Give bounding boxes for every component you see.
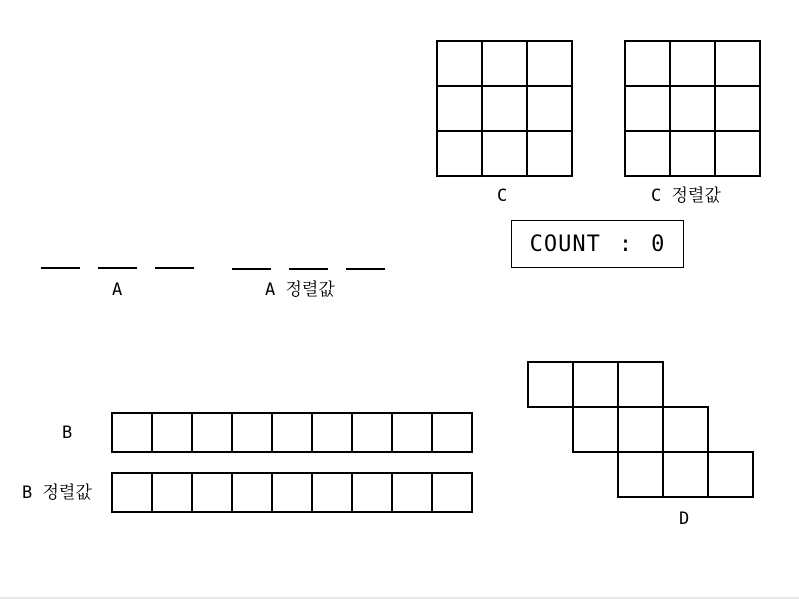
d-label: D <box>679 509 690 529</box>
d-grid-cell <box>527 361 574 408</box>
b-sorted-array-cell <box>231 472 273 513</box>
b-sorted-array-cell <box>351 472 393 513</box>
count-display <box>511 220 684 268</box>
c-grid-cell <box>526 130 573 177</box>
c-sorted-label: C 정렬값 <box>651 186 721 206</box>
b-sorted-array-cell <box>391 472 433 513</box>
d-grid-cell <box>617 451 664 498</box>
b-array-cell <box>271 412 313 453</box>
c-grid-cell <box>436 130 483 177</box>
c-grid-cell <box>526 40 573 87</box>
a-sorted-label: A 정렬값 <box>265 280 335 300</box>
c-grid-cell <box>481 85 528 132</box>
b-sorted-array-cell <box>311 472 353 513</box>
d-grid-cell <box>662 406 709 453</box>
d-grid-cell <box>572 361 619 408</box>
d-grid-cell <box>662 451 709 498</box>
c-sorted-grid-cell <box>714 40 761 87</box>
count-separator: : <box>618 231 634 257</box>
c-sorted-grid-cell <box>624 85 671 132</box>
c-grid-cell <box>436 85 483 132</box>
d-grid-cell <box>572 406 619 453</box>
b-sorted-array-cell <box>111 472 153 513</box>
b-sorted-array-cell <box>271 472 313 513</box>
count-value: 0 <box>651 231 666 257</box>
b-sorted-label: B 정렬값 <box>22 483 92 503</box>
c-label: C <box>497 186 508 206</box>
b-sorted-array-cell <box>191 472 233 513</box>
a-blank <box>41 267 80 269</box>
c-grid-cell <box>526 85 573 132</box>
count-label: COUNT <box>529 231 601 257</box>
b-label: B <box>62 423 73 443</box>
a-sorted-blank <box>232 268 271 270</box>
d-grid-cell <box>617 406 664 453</box>
c-grid-cell <box>481 130 528 177</box>
b-array-cell <box>351 412 393 453</box>
a-sorted-blank <box>346 268 385 270</box>
a-label: A <box>112 280 123 300</box>
a-sorted-blank <box>289 268 328 270</box>
c-sorted-grid-cell <box>714 130 761 177</box>
b-array-cell <box>231 412 273 453</box>
b-array-cell <box>151 412 193 453</box>
a-blank <box>155 267 194 269</box>
b-array-cell <box>311 412 353 453</box>
d-grid-cell <box>707 451 754 498</box>
b-array-cell <box>111 412 153 453</box>
a-blank <box>98 267 137 269</box>
b-sorted-array-cell <box>431 472 473 513</box>
b-sorted-array-cell <box>151 472 193 513</box>
b-array-cell <box>191 412 233 453</box>
c-grid-cell <box>436 40 483 87</box>
c-sorted-grid-cell <box>669 85 716 132</box>
b-array-cell <box>431 412 473 453</box>
c-sorted-grid-cell <box>669 130 716 177</box>
c-sorted-grid-cell <box>624 130 671 177</box>
c-grid-cell <box>481 40 528 87</box>
c-sorted-grid-cell <box>669 40 716 87</box>
d-grid-cell <box>617 361 664 408</box>
c-sorted-grid-cell <box>714 85 761 132</box>
b-array-cell <box>391 412 433 453</box>
c-sorted-grid-cell <box>624 40 671 87</box>
